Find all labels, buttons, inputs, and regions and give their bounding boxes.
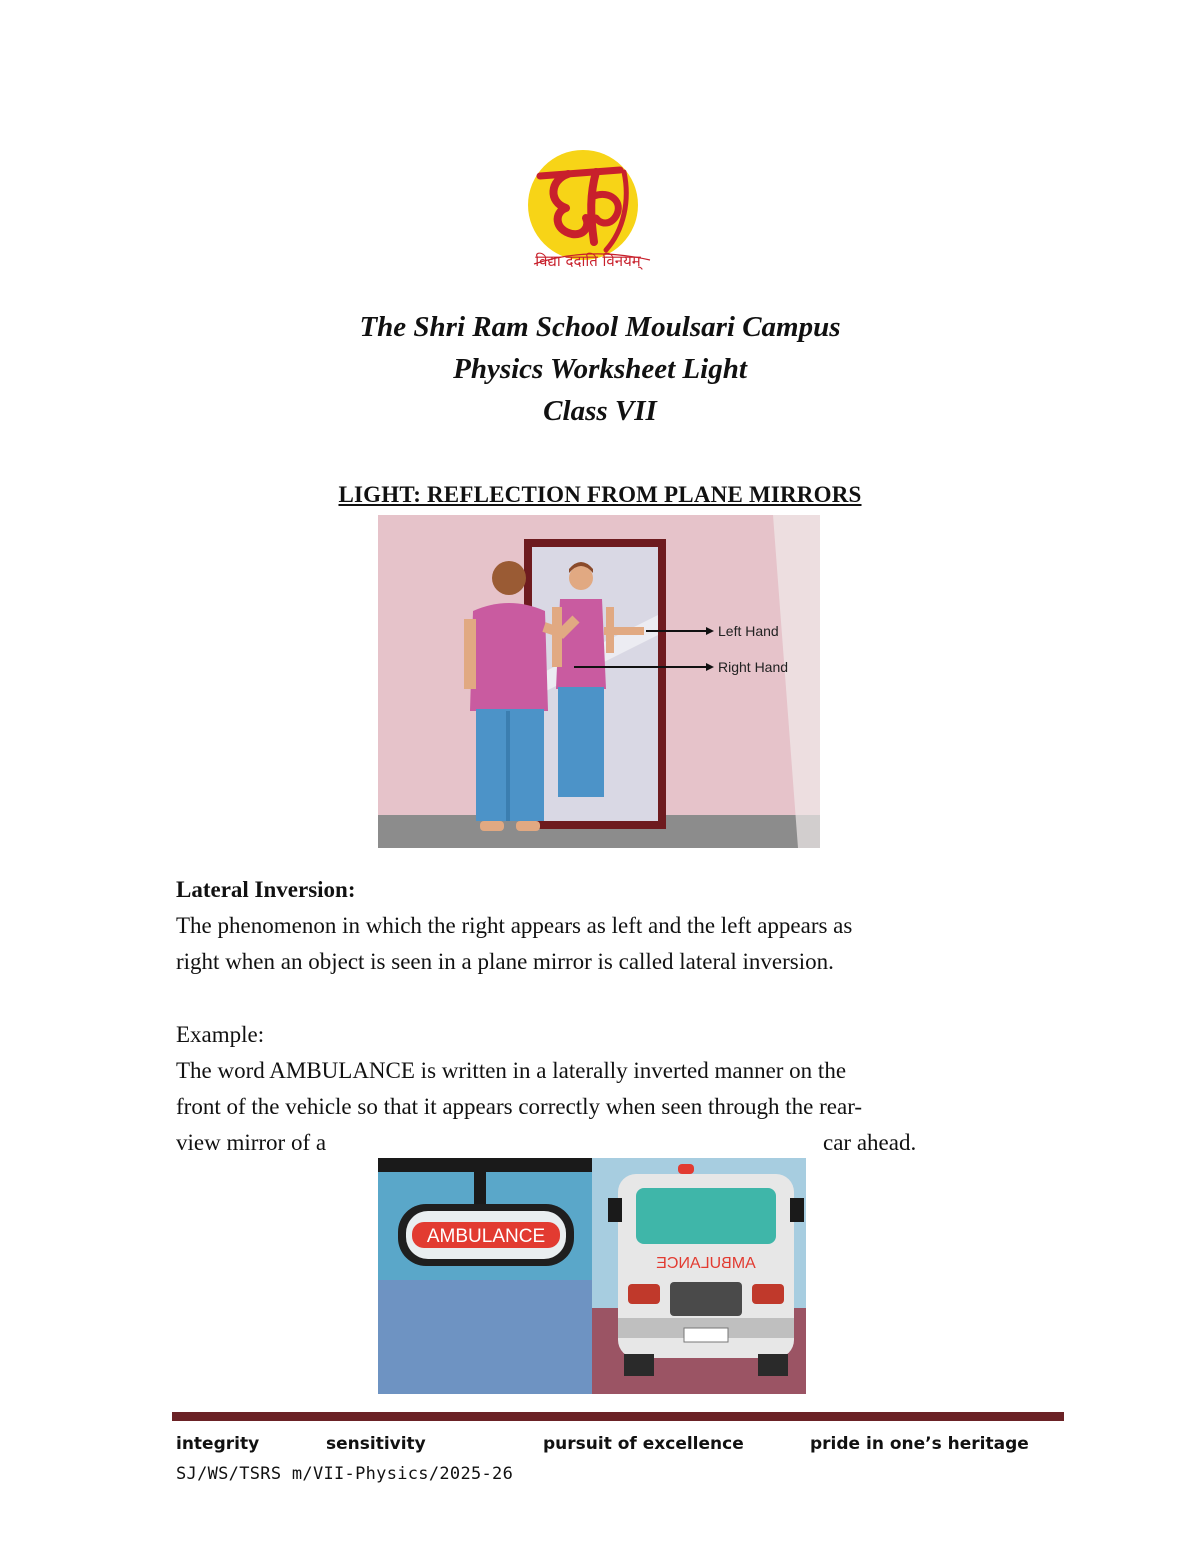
footer-value: integrity [176, 1434, 260, 1454]
mirror-reflection-illustration [378, 515, 820, 848]
example-heading: Example: [176, 1022, 265, 1047]
example-line: The word AMBULANCE is written in a laterally inverted manner on the [176, 1058, 847, 1083]
footer-value: pride in one’s heritage [810, 1434, 1029, 1454]
example-line: front of the vehicle so that it appears correctly when seen through the rear- [176, 1094, 863, 1119]
footer-divider [172, 1412, 1064, 1421]
mirror-ambulance-text: AMBULANCE [426, 1226, 546, 1247]
example-line-start: view mirror of a [176, 1130, 327, 1155]
definition-line: right when an object is seen in a plane mirror is called lateral inversion. [176, 949, 834, 974]
definition-line: The phenomenon in which the right appears as left and the left appears as [176, 913, 853, 938]
ambulance-mirror-illustration [378, 1158, 806, 1394]
right-hand-label: Right Hand [718, 659, 789, 675]
footer-value: pursuit of excellence [543, 1434, 744, 1454]
lateral-inversion-heading: Lateral Inversion: [176, 877, 356, 902]
example-block [176, 1017, 917, 1161]
example-line [176, 1125, 917, 1161]
inverted-ambulance-text: AMBULANCE [656, 1255, 756, 1272]
logo-motto: विद्या ददाति विनयम् [535, 252, 641, 270]
example-line-end: car ahead. [823, 1130, 917, 1155]
document-code: SJ/WS/TSRS m/VII-Physics/2025-26 [176, 1464, 514, 1484]
class-label: Class VII [543, 395, 657, 427]
section-title: LIGHT: REFLECTION FROM PLANE MIRRORS [338, 482, 862, 507]
lateral-inversion-block [176, 872, 852, 980]
left-hand-label: Left Hand [718, 623, 779, 639]
header-titles [0, 306, 1200, 432]
worksheet-title: Physics Worksheet Light [453, 353, 747, 385]
school-logo [520, 150, 656, 270]
school-name: The Shri Ram School Moulsari Campus [359, 311, 841, 343]
footer-value: sensitivity [326, 1434, 426, 1454]
